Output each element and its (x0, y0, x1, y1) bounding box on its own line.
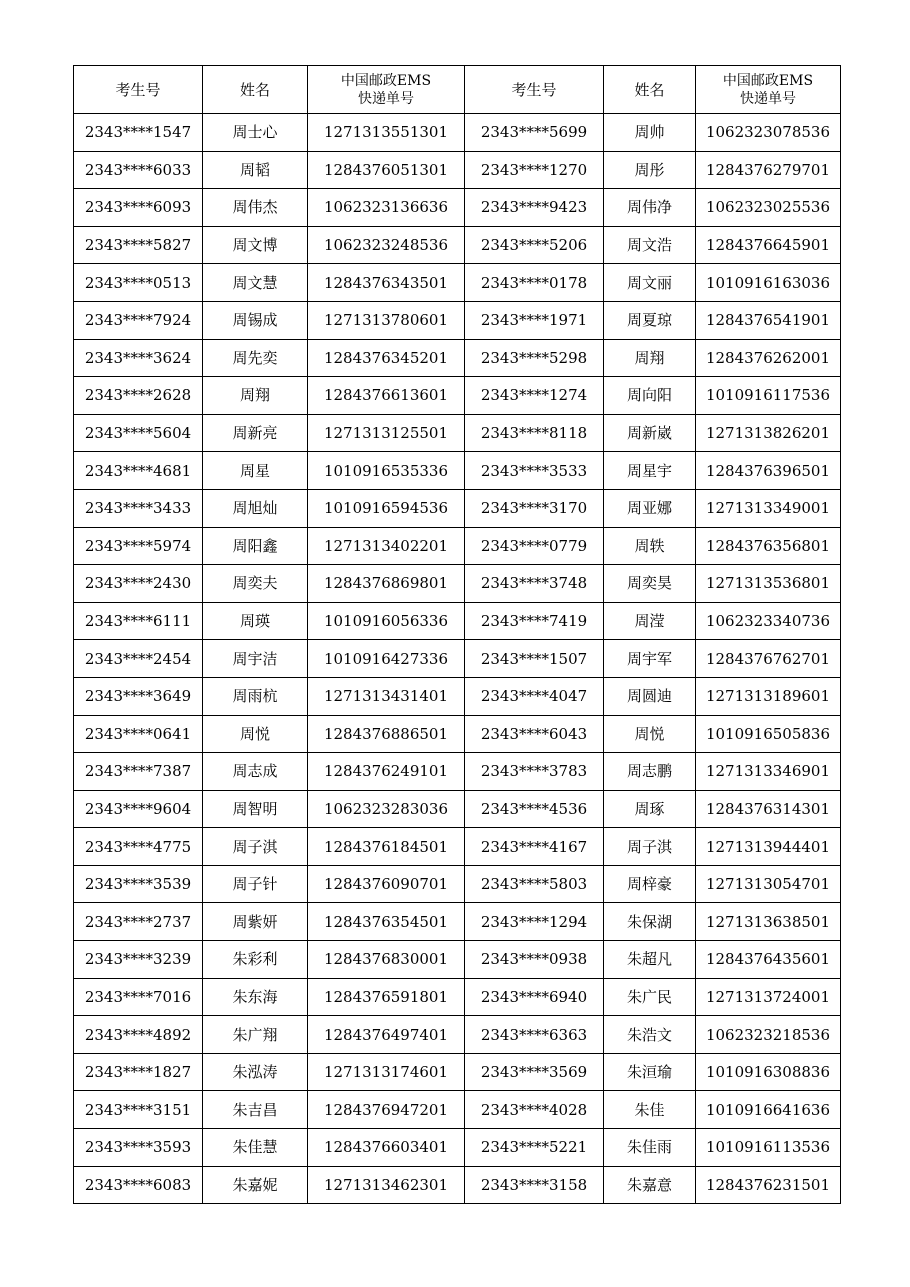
name-cell: 朱嘉意 (604, 1166, 696, 1204)
ems-number-cell: 1062323136636 (308, 189, 465, 227)
ems-number-cell: 1284376603401 (308, 1129, 465, 1167)
name-cell: 周滢 (604, 602, 696, 640)
ems-number-cell: 1271313638501 (696, 903, 841, 941)
name-cell: 周宇洁 (203, 640, 308, 678)
exam-no-cell: 2343****4775 (74, 828, 203, 866)
exam-no-cell: 2343****3748 (465, 565, 604, 603)
ems-tracking-table (73, 65, 841, 1204)
name-cell: 朱东海 (203, 978, 308, 1016)
name-cell: 周琢 (604, 790, 696, 828)
table-row (74, 339, 841, 377)
header-row (74, 66, 841, 114)
table-row (74, 114, 841, 152)
exam-no-cell: 2343****1507 (465, 640, 604, 678)
header-exam-no-right: 考生号 (465, 66, 604, 114)
name-cell: 周星 (203, 452, 308, 490)
exam-no-cell: 2343****6363 (465, 1016, 604, 1054)
name-cell: 周新崴 (604, 414, 696, 452)
name-cell: 周翔 (604, 339, 696, 377)
table-header (74, 66, 841, 114)
ems-number-cell: 1062323248536 (308, 226, 465, 264)
name-cell: 周悦 (203, 715, 308, 753)
name-cell: 周志成 (203, 753, 308, 791)
name-cell: 周奕夫 (203, 565, 308, 603)
header-ems-line2: 快递单号 (740, 90, 796, 107)
exam-no-cell: 2343****6111 (74, 602, 203, 640)
name-cell: 朱洹瑜 (604, 1053, 696, 1091)
table-row (74, 565, 841, 603)
exam-no-cell: 2343****7419 (465, 602, 604, 640)
name-cell: 周子针 (203, 865, 308, 903)
ems-number-cell: 1271313431401 (308, 677, 465, 715)
name-cell: 周文博 (203, 226, 308, 264)
name-cell: 周文丽 (604, 264, 696, 302)
ems-number-cell: 1284376613601 (308, 377, 465, 415)
ems-number-cell: 1271313189601 (696, 677, 841, 715)
table-row (74, 640, 841, 678)
exam-no-cell: 2343****4028 (465, 1091, 604, 1129)
ems-number-cell: 1010916594536 (308, 489, 465, 527)
exam-no-cell: 2343****4536 (465, 790, 604, 828)
exam-no-cell: 2343****3593 (74, 1129, 203, 1167)
exam-no-cell: 2343****0938 (465, 941, 604, 979)
name-cell: 朱超凡 (604, 941, 696, 979)
table-row (74, 527, 841, 565)
name-cell: 周悦 (604, 715, 696, 753)
table-row (74, 1129, 841, 1167)
table-row (74, 452, 841, 490)
name-cell: 周亚娜 (604, 489, 696, 527)
table-row (74, 903, 841, 941)
ems-number-cell: 1284376762701 (696, 640, 841, 678)
name-cell: 朱广翔 (203, 1016, 308, 1054)
exam-no-cell: 2343****6033 (74, 151, 203, 189)
ems-number-cell: 1284376279701 (696, 151, 841, 189)
table-row (74, 677, 841, 715)
name-cell: 周轶 (604, 527, 696, 565)
name-cell: 朱彩利 (203, 941, 308, 979)
exam-no-cell: 2343****4047 (465, 677, 604, 715)
table-row (74, 151, 841, 189)
table-row (74, 941, 841, 979)
ems-number-cell: 1062323218536 (696, 1016, 841, 1054)
exam-no-cell: 2343****3170 (465, 489, 604, 527)
ems-number-cell: 1284376314301 (696, 790, 841, 828)
name-cell: 朱泓涛 (203, 1053, 308, 1091)
name-cell: 周旭灿 (203, 489, 308, 527)
exam-no-cell: 2343****5699 (465, 114, 604, 152)
name-cell: 周子淇 (203, 828, 308, 866)
exam-no-cell: 2343****5803 (465, 865, 604, 903)
table-row (74, 226, 841, 264)
name-cell: 朱保湖 (604, 903, 696, 941)
exam-no-cell: 2343****0178 (465, 264, 604, 302)
exam-no-cell: 2343****9604 (74, 790, 203, 828)
ems-number-cell: 1284376343501 (308, 264, 465, 302)
exam-no-cell: 2343****3433 (74, 489, 203, 527)
ems-number-cell: 1284376249101 (308, 753, 465, 791)
exam-no-cell: 2343****1827 (74, 1053, 203, 1091)
ems-number-cell: 1284376645901 (696, 226, 841, 264)
name-cell: 朱广民 (604, 978, 696, 1016)
name-cell: 周士心 (203, 114, 308, 152)
ems-number-cell: 1271313174601 (308, 1053, 465, 1091)
exam-no-cell: 2343****6083 (74, 1166, 203, 1204)
table-row (74, 489, 841, 527)
name-cell: 周阳鑫 (203, 527, 308, 565)
ems-number-cell: 1284376396501 (696, 452, 841, 490)
exam-no-cell: 2343****4167 (465, 828, 604, 866)
name-cell: 周志鹏 (604, 753, 696, 791)
exam-no-cell: 2343****7016 (74, 978, 203, 1016)
exam-no-cell: 2343****4892 (74, 1016, 203, 1054)
name-cell: 周翔 (203, 377, 308, 415)
ems-number-cell: 1284376830001 (308, 941, 465, 979)
ems-number-cell: 1284376541901 (696, 301, 841, 339)
exam-no-cell: 2343****4681 (74, 452, 203, 490)
exam-no-cell: 2343****2628 (74, 377, 203, 415)
table-row (74, 790, 841, 828)
header-ems (308, 66, 465, 114)
name-cell: 周锡成 (203, 301, 308, 339)
exam-no-cell: 2343****3151 (74, 1091, 203, 1129)
exam-no-cell: 2343****1270 (465, 151, 604, 189)
table-row (74, 1166, 841, 1204)
ems-number-cell: 1062323283036 (308, 790, 465, 828)
exam-no-cell: 2343****5604 (74, 414, 203, 452)
name-cell: 周伟杰 (203, 189, 308, 227)
header-ems-right (696, 66, 841, 114)
ems-number-cell: 1284376184501 (308, 828, 465, 866)
exam-no-cell: 2343****2737 (74, 903, 203, 941)
table-row (74, 828, 841, 866)
exam-no-cell: 2343****1547 (74, 114, 203, 152)
ems-number-cell: 1284376051301 (308, 151, 465, 189)
exam-no-cell: 2343****3533 (465, 452, 604, 490)
name-cell: 周子淇 (604, 828, 696, 866)
ems-number-cell: 1010916427336 (308, 640, 465, 678)
name-cell: 周向阳 (604, 377, 696, 415)
ems-number-cell: 1271313536801 (696, 565, 841, 603)
exam-no-cell: 2343****5298 (465, 339, 604, 377)
ems-number-cell: 1271313054701 (696, 865, 841, 903)
table-row (74, 377, 841, 415)
ems-number-cell: 1284376262001 (696, 339, 841, 377)
ems-number-cell: 1010916163036 (696, 264, 841, 302)
exam-no-cell: 2343****1294 (465, 903, 604, 941)
table-body (74, 114, 841, 1204)
exam-no-cell: 2343****2430 (74, 565, 203, 603)
name-cell: 朱浩文 (604, 1016, 696, 1054)
exam-no-cell: 2343****0779 (465, 527, 604, 565)
header-exam-no: 考生号 (74, 66, 203, 114)
table-row (74, 1053, 841, 1091)
exam-no-cell: 2343****0513 (74, 264, 203, 302)
exam-no-cell: 2343****6093 (74, 189, 203, 227)
table-row (74, 1016, 841, 1054)
ems-number-cell: 1010916117536 (696, 377, 841, 415)
exam-no-cell: 2343****3649 (74, 677, 203, 715)
name-cell: 周新亮 (203, 414, 308, 452)
header-name-right: 姓名 (604, 66, 696, 114)
ems-number-cell: 1010916535336 (308, 452, 465, 490)
exam-no-cell: 2343****1971 (465, 301, 604, 339)
exam-no-cell: 2343****3158 (465, 1166, 604, 1204)
name-cell: 周星宇 (604, 452, 696, 490)
name-cell: 周奕昊 (604, 565, 696, 603)
table-row (74, 753, 841, 791)
table-row (74, 715, 841, 753)
exam-no-cell: 2343****5827 (74, 226, 203, 264)
exam-no-cell: 2343****2454 (74, 640, 203, 678)
name-cell: 周雨杭 (203, 677, 308, 715)
table-row (74, 301, 841, 339)
ems-number-cell: 1271313724001 (696, 978, 841, 1016)
exam-no-cell: 2343****7924 (74, 301, 203, 339)
name-cell: 朱吉昌 (203, 1091, 308, 1129)
ems-number-cell: 1284376497401 (308, 1016, 465, 1054)
name-cell: 朱佳 (604, 1091, 696, 1129)
exam-no-cell: 2343****5974 (74, 527, 203, 565)
exam-no-cell: 2343****6940 (465, 978, 604, 1016)
exam-no-cell: 2343****3239 (74, 941, 203, 979)
ems-number-cell: 1010916641636 (696, 1091, 841, 1129)
name-cell: 周夏琼 (604, 301, 696, 339)
name-cell: 周紫妍 (203, 903, 308, 941)
name-cell: 朱嘉妮 (203, 1166, 308, 1204)
name-cell: 朱佳雨 (604, 1129, 696, 1167)
exam-no-cell: 2343****5206 (465, 226, 604, 264)
ems-number-cell: 1062323340736 (696, 602, 841, 640)
table-row (74, 1091, 841, 1129)
exam-no-cell: 2343****8118 (465, 414, 604, 452)
ems-number-cell: 1271313780601 (308, 301, 465, 339)
exam-no-cell: 2343****3624 (74, 339, 203, 377)
header-ems-line2: 快递单号 (358, 90, 414, 107)
ems-number-cell: 1010916308836 (696, 1053, 841, 1091)
ems-number-cell: 1284376345201 (308, 339, 465, 377)
ems-number-cell: 1284376231501 (696, 1166, 841, 1204)
header-name: 姓名 (203, 66, 308, 114)
ems-number-cell: 1284376886501 (308, 715, 465, 753)
name-cell: 周瑛 (203, 602, 308, 640)
ems-number-cell: 1284376435601 (696, 941, 841, 979)
name-cell: 周韬 (203, 151, 308, 189)
name-cell: 周文浩 (604, 226, 696, 264)
ems-number-cell: 1271313349001 (696, 489, 841, 527)
name-cell: 周彤 (604, 151, 696, 189)
ems-number-cell: 1010916056336 (308, 602, 465, 640)
table-row (74, 978, 841, 1016)
table-row (74, 189, 841, 227)
name-cell: 周文慧 (203, 264, 308, 302)
name-cell: 周先奕 (203, 339, 308, 377)
ems-number-cell: 1062323078536 (696, 114, 841, 152)
ems-number-cell: 1284376869801 (308, 565, 465, 603)
exam-no-cell: 2343****3569 (465, 1053, 604, 1091)
name-cell: 周帅 (604, 114, 696, 152)
exam-no-cell: 2343****9423 (465, 189, 604, 227)
table-row (74, 865, 841, 903)
exam-no-cell: 2343****5221 (465, 1129, 604, 1167)
name-cell: 周智明 (203, 790, 308, 828)
ems-number-cell: 1284376356801 (696, 527, 841, 565)
exam-no-cell: 2343****0641 (74, 715, 203, 753)
ems-number-cell: 1271313346901 (696, 753, 841, 791)
ems-number-cell: 1271313944401 (696, 828, 841, 866)
ems-number-cell: 1271313462301 (308, 1166, 465, 1204)
ems-number-cell: 1271313551301 (308, 114, 465, 152)
header-ems-line1: 中国邮政EMS (722, 72, 814, 89)
ems-number-cell: 1062323025536 (696, 189, 841, 227)
name-cell: 周梓豪 (604, 865, 696, 903)
ems-number-cell: 1271313125501 (308, 414, 465, 452)
ems-number-cell: 1010916113536 (696, 1129, 841, 1167)
table-row (74, 264, 841, 302)
ems-number-cell: 1284376947201 (308, 1091, 465, 1129)
ems-number-cell: 1284376090701 (308, 865, 465, 903)
table-row (74, 414, 841, 452)
ems-number-cell: 1271313402201 (308, 527, 465, 565)
name-cell: 朱佳慧 (203, 1129, 308, 1167)
table-row (74, 602, 841, 640)
name-cell: 周宇军 (604, 640, 696, 678)
exam-no-cell: 2343****1274 (465, 377, 604, 415)
header-ems-line1: 中国邮政EMS (340, 72, 432, 89)
exam-no-cell: 2343****3783 (465, 753, 604, 791)
name-cell: 周圆迪 (604, 677, 696, 715)
ems-number-cell: 1010916505836 (696, 715, 841, 753)
exam-no-cell: 2343****6043 (465, 715, 604, 753)
exam-no-cell: 2343****3539 (74, 865, 203, 903)
ems-number-cell: 1284376354501 (308, 903, 465, 941)
ems-number-cell: 1284376591801 (308, 978, 465, 1016)
name-cell: 周伟净 (604, 189, 696, 227)
exam-no-cell: 2343****7387 (74, 753, 203, 791)
ems-number-cell: 1271313826201 (696, 414, 841, 452)
